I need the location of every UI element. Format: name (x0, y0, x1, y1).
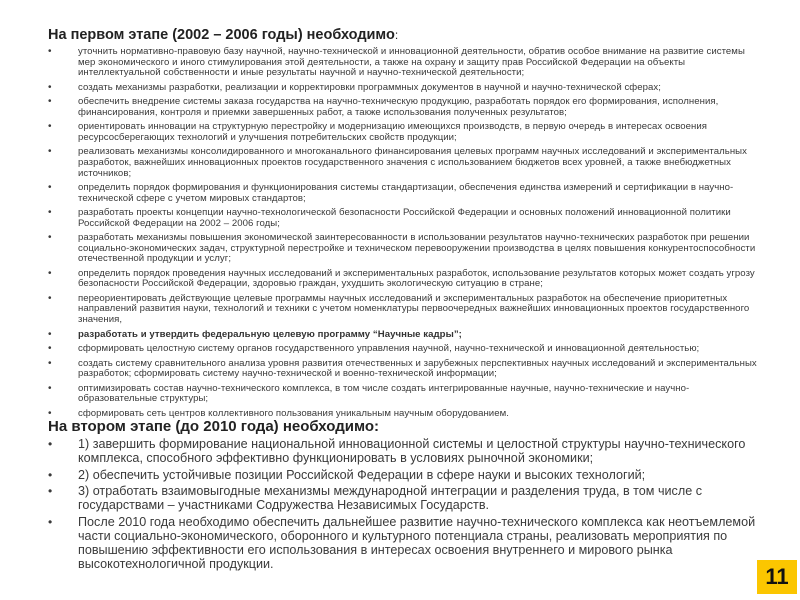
list-item (48, 97, 758, 118)
list-item-text: создать механизмы разработки, реализации и корректировки программных документов в научной и научно-технической сферах; (78, 81, 661, 93)
list-item-text: определить порядок формирования и функционирования системы стандартизации, обеспечения единства измерений и сертификации в научно-технической сфере с учетом мировых стандартов; (78, 181, 734, 204)
list-item (48, 468, 758, 482)
list-item-text: разработать и утвердить федеральную целевую программу “Научные кадры”; (78, 328, 462, 340)
list-item (48, 208, 758, 229)
stage2-section (48, 418, 758, 573)
bullet-icon: • (48, 207, 52, 219)
list-item (48, 437, 758, 465)
list-item (48, 147, 758, 179)
list-item (48, 233, 758, 265)
list-item (48, 83, 758, 94)
bullet-icon: • (48, 357, 52, 369)
list-item-text: переориентировать действующие целевые программы научных исследований и экспериментальных разработок на обеспечение приоритетных направлений развития науки, технологий и техники с учетом номенклатуры первоочередных важнейших инновационных проектов государственного значения, (78, 292, 750, 326)
list-item-text: 2) обеспечить устойчивые позиции Российской Федерации в сфере науки и высоких технологий; (78, 467, 646, 482)
list-item-text: уточнить нормативно-правовую базу научной, научно-технической и инновационной деятельности, обратив особое внимание на развитие системы мер экономического и иного стимулирования этой деятельности, а также на охрану и защиту прав Российской Федерации на объекты интеллектуальной собственности и иные результаты научной и научно-технической деятельности; (78, 46, 745, 79)
list-item (48, 330, 758, 341)
list-item (48, 269, 758, 290)
list-item (48, 515, 758, 571)
bullet-icon: • (48, 467, 53, 482)
bullet-icon: • (48, 232, 52, 244)
bullet-icon: • (48, 146, 52, 158)
list-item-text: сформировать целостную систему органов государственного управления научной, научно-технической и инновационной деятельностью; (78, 343, 700, 355)
bullet-icon: • (48, 514, 53, 529)
bullet-icon: • (48, 382, 52, 394)
bullet-icon: • (48, 437, 53, 451)
bullet-icon: • (48, 121, 52, 133)
list-item (48, 47, 758, 79)
stage1-heading-colon: : (394, 28, 399, 42)
list-item-text: обеспечить внедрение системы заказа государства на научно-техническую продукцию, разработать порядок его формирования, исполнения, финансирования, контроля и приемки завершенных работ, а также использования полученных результатов; (78, 96, 719, 118)
list-item (48, 359, 758, 380)
bullet-icon: • (48, 292, 52, 304)
list-item (48, 122, 758, 143)
bullet-icon: • (48, 267, 52, 279)
bullet-icon: • (48, 96, 52, 108)
list-item-text: разработать проекты концепции научно-технологической безопасности Российской Федерации и основных положений инновационной политики Российской Федерации на 2002 – 2006 годы; (78, 207, 731, 229)
page-number-badge: 11 (757, 560, 797, 594)
stage1-heading (48, 27, 758, 44)
bullet-icon: • (48, 328, 52, 340)
bullet-icon: • (48, 46, 52, 57)
bullet-icon: • (48, 407, 52, 419)
list-item (48, 484, 758, 512)
stage1-list (48, 47, 758, 419)
list-item-text: 1) завершить формирование национальной инновационной системы и целостной структуры научно-технического комплекса, способного эффективно функционировать в условиях рыночной экономики; (78, 437, 746, 465)
stage2-heading: На втором этапе (до 2010 года) необходимо: (48, 418, 380, 435)
stage1-section (48, 27, 758, 423)
list-item-text: сформировать сеть центров коллективного пользования уникальным научным оборудованием. (78, 407, 509, 419)
list-item-text: разработать механизмы повышения экономической заинтересованности в использовании результатов научно-технических разработок при решении социально-экономических задач, структурной перестройке и техническом перевооружении производства в целях повышения конкурентоспособности отечественной продукции и услуг; (78, 232, 756, 265)
list-item-text: оптимизировать состав научно-технического комплекса, в том числе создать интегрированные научные, научно-технические и научно-образовательные структуры; (78, 382, 690, 405)
list-item-text: После 2010 года необходимо обеспечить дальнейшее развитие научно-технического комплекса как неотъемлемой части социально-экономического, оборонного и культурного потенциала страны, реализовать мероприятия по повышению эффективности его использования в интересах освоения внутреннего и мирового рынка высокотехнологичной продукции. (78, 514, 756, 571)
stage1-heading-text: На первом этапе (2002 – 2006 годы) необходимо (48, 27, 395, 43)
list-item (48, 344, 758, 355)
list-item-text: ориентировать инновации на структурную перестройку и модернизацию имеющихся производств, в первую очередь в интересах освоения ресурсосберегающих технологий и улучшения потребительских свойств продукции; (78, 121, 708, 143)
list-item-text: определить порядок проведения научных исследований и экспериментальных разработок, использование результатов которых может создать угрозу безопасности Российской Федерации, здоровью граждан, ухудшить экологическую ситуацию в стране; (78, 267, 755, 290)
list-item (48, 183, 758, 204)
list-item-text: 3) отработать взаимовыгодные механизмы международной интеграции и разделения труда, в том числе с государствами – участниками Содружества Независимых Государств. (78, 484, 703, 513)
list-item-text: реализовать механизмы консолидированного и многоканального финансирования целевых программ научных исследований и экспериментальных разработок, важнейших инновационных проектов государственного значения с использованием бюджетов всех уровней, а также внебюджетных источников; (78, 146, 747, 179)
list-item (48, 384, 758, 405)
bullet-icon: • (48, 181, 52, 193)
bullet-icon: • (48, 81, 52, 93)
list-item (48, 294, 758, 326)
list-item-text: создать систему сравнительного анализа уровня развития отечественных и зарубежных перспективных научных исследований и экспериментальных разработок; сформировать систему научно-технической и военно-технической информации; (78, 357, 757, 380)
stage2-list (48, 437, 758, 571)
bullet-icon: • (48, 484, 53, 499)
bullet-icon: • (48, 343, 52, 355)
